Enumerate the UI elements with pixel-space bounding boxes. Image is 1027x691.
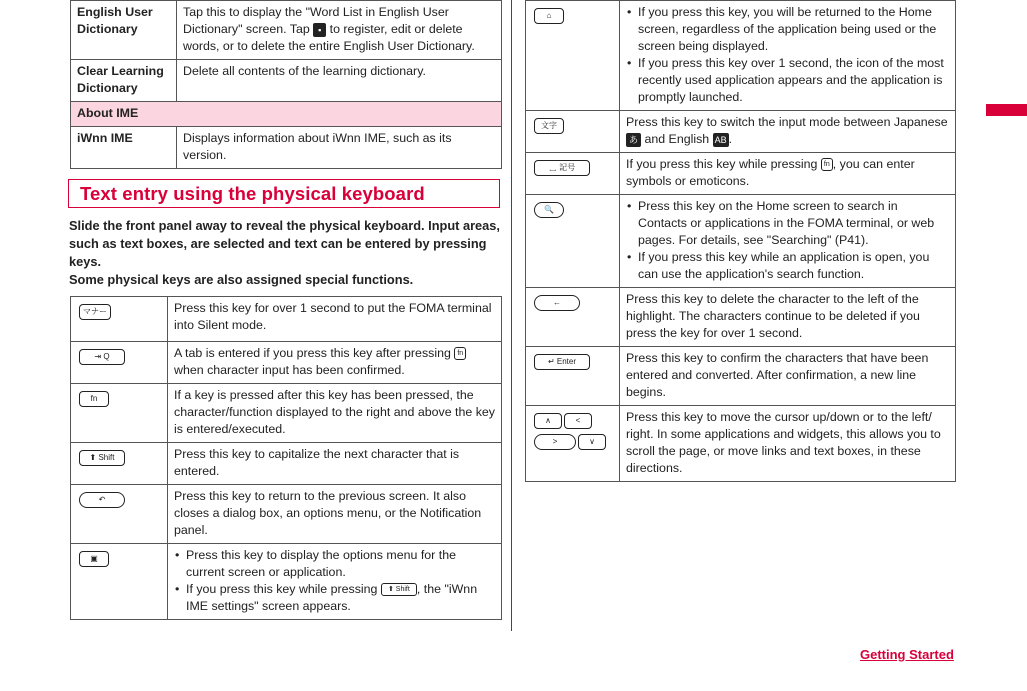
row-desc (620, 195, 956, 288)
menu-icon: ▪ (313, 23, 326, 37)
row-desc: Press this key to delete the character to the left of the highlight. The characters continue to be deleted if you press the key for over 1 second. (620, 288, 956, 347)
bullet-item: • If you press this key, you will be returned to the Home screen, regardless of the application being used or the screen being displayed. (638, 4, 949, 55)
footer-link[interactable]: Getting Started (860, 647, 954, 662)
delete-key-icon: ← (534, 295, 580, 311)
table-row (71, 60, 502, 102)
bullet-item: • If you press this key over 1 second, the icon of the most recently used application appears and the application is promptly launched. (638, 55, 949, 106)
table-row (526, 347, 956, 406)
table-row (71, 544, 502, 620)
row-label: Clear Learning Dictionary (71, 60, 177, 102)
table-row (71, 485, 502, 544)
fn-key-icon: fn (454, 347, 466, 360)
row-desc: Press this key to confirm the characters that have been entered and converted. After confirmation, a new line begins. (620, 347, 956, 406)
mode-key-icon: 文字 (534, 118, 564, 134)
section-row (71, 102, 502, 127)
section-title: About IME (71, 102, 502, 127)
key-cell (526, 111, 620, 153)
row-label: English User Dictionary (71, 1, 177, 60)
bullet-item: • If you press this key while an application is open, you can use the application's search function. (638, 249, 949, 283)
bullet-item: • Press this key on the Home screen to search in Contacts or applications in the FOMA terminal, or web pages. For details, see "Searching" (P41). (638, 198, 949, 249)
table-row (71, 342, 502, 384)
row-desc: Press this key for over 1 second to put the FOMA terminal into Silent mode. (168, 297, 502, 342)
cursor-right-key-icon: > (534, 434, 576, 450)
key-cell (526, 406, 620, 482)
row-desc (620, 1, 956, 111)
key-cell (71, 544, 168, 620)
bullet-item: • Press this key to display the options menu for the current screen or application. (186, 547, 495, 581)
shift-key-icon: ⬆ Shift (79, 450, 125, 466)
table-row (526, 111, 956, 153)
manner-key-icon: マナー (79, 304, 111, 320)
row-desc: Press this key to switch the input mode between Japanese あ and English AB . (620, 111, 956, 153)
column-divider (511, 0, 512, 631)
japanese-mode-icon: あ (626, 133, 641, 147)
section-heading (68, 179, 500, 208)
key-cell (71, 297, 168, 342)
key-cell (526, 288, 620, 347)
table-row (71, 443, 502, 485)
table-row (71, 127, 502, 169)
row-desc: Press this key to move the cursor up/down or to the left/ right. In some applications and widgets, this allows you to scroll the page, or move links and text boxes, in these directions. (620, 406, 956, 482)
key-cell (71, 384, 168, 443)
row-desc: If a key is pressed after this key has been pressed, the character/function displayed to the right and above the key is entered/executed. (168, 384, 502, 443)
bullet-item: • If you press this key while pressing ⬆ Shift , the "iWnn IME settings" screen appears. (186, 581, 495, 615)
tab-key-icon: ⇥ Q (79, 349, 125, 365)
key-cell (71, 342, 168, 384)
key-cell (526, 153, 620, 195)
left-key-table (70, 296, 502, 620)
key-cell (71, 443, 168, 485)
home-key-icon: ⌂ (534, 8, 564, 24)
table-row (526, 288, 956, 347)
enter-key-icon: ↵ Enter (534, 354, 590, 370)
chapter-tab (986, 104, 1027, 116)
cursor-down-key-icon: ∨ (578, 434, 606, 450)
intro-line-1: Slide the front panel away to reveal the physical keyboard. Input areas, such as text boxes, are selected and text can be entered by pressing keys. (69, 218, 500, 269)
table-row (526, 195, 956, 288)
table-row (71, 384, 502, 443)
search-key-icon: 🔍 (534, 202, 564, 218)
row-desc: Displays information about iWnn IME, such as its version. (177, 127, 502, 169)
fn-key-icon: fn (79, 391, 109, 407)
row-desc: Press this key to capitalize the next character that is entered. (168, 443, 502, 485)
row-desc: If you press this key while pressing fn , you can enter symbols or emoticons. (620, 153, 956, 195)
row-desc: Delete all contents of the learning dictionary. (177, 60, 502, 102)
key-cell (71, 485, 168, 544)
row-desc (168, 544, 502, 620)
intro-text (69, 217, 503, 289)
row-desc: Press this key to return to the previous screen. It also closes a dialog box, an options menu, or the Notification panel. (168, 485, 502, 544)
back-key-icon: ↶ (79, 492, 125, 508)
english-mode-icon: AB (714, 134, 727, 145)
cursor-up-key-icon: ∧ (534, 413, 562, 429)
menu-key-icon: ▣ (79, 551, 109, 567)
space-key-icon: ␣ 記号 (534, 160, 590, 176)
row-label: iWnn IME (71, 127, 177, 169)
key-cell (526, 195, 620, 288)
table-row (71, 1, 502, 60)
settings-table (70, 0, 502, 169)
shift-key-icon: ⬆ Shift (381, 583, 417, 596)
table-row (526, 153, 956, 195)
fn-key-icon: fn (821, 158, 833, 171)
row-desc: A tab is entered if you press this key after pressing fn when character input has been confirmed. (168, 342, 502, 384)
right-key-table (525, 0, 956, 482)
table-row (71, 297, 502, 342)
heading-text: Text entry using the physical keyboard (80, 183, 425, 204)
table-row (526, 1, 956, 111)
key-cell (526, 347, 620, 406)
cursor-left-key-icon: < (564, 413, 592, 429)
row-desc: Tap this to display the "Word List in English User Dictionary" screen. Tap ▪ to register, edit or delete words, or to delete the entire English User Dictionary. (177, 1, 502, 60)
key-cell (526, 1, 620, 111)
intro-line-2: Some physical keys are also assigned special functions. (69, 272, 414, 287)
table-row (526, 406, 956, 482)
